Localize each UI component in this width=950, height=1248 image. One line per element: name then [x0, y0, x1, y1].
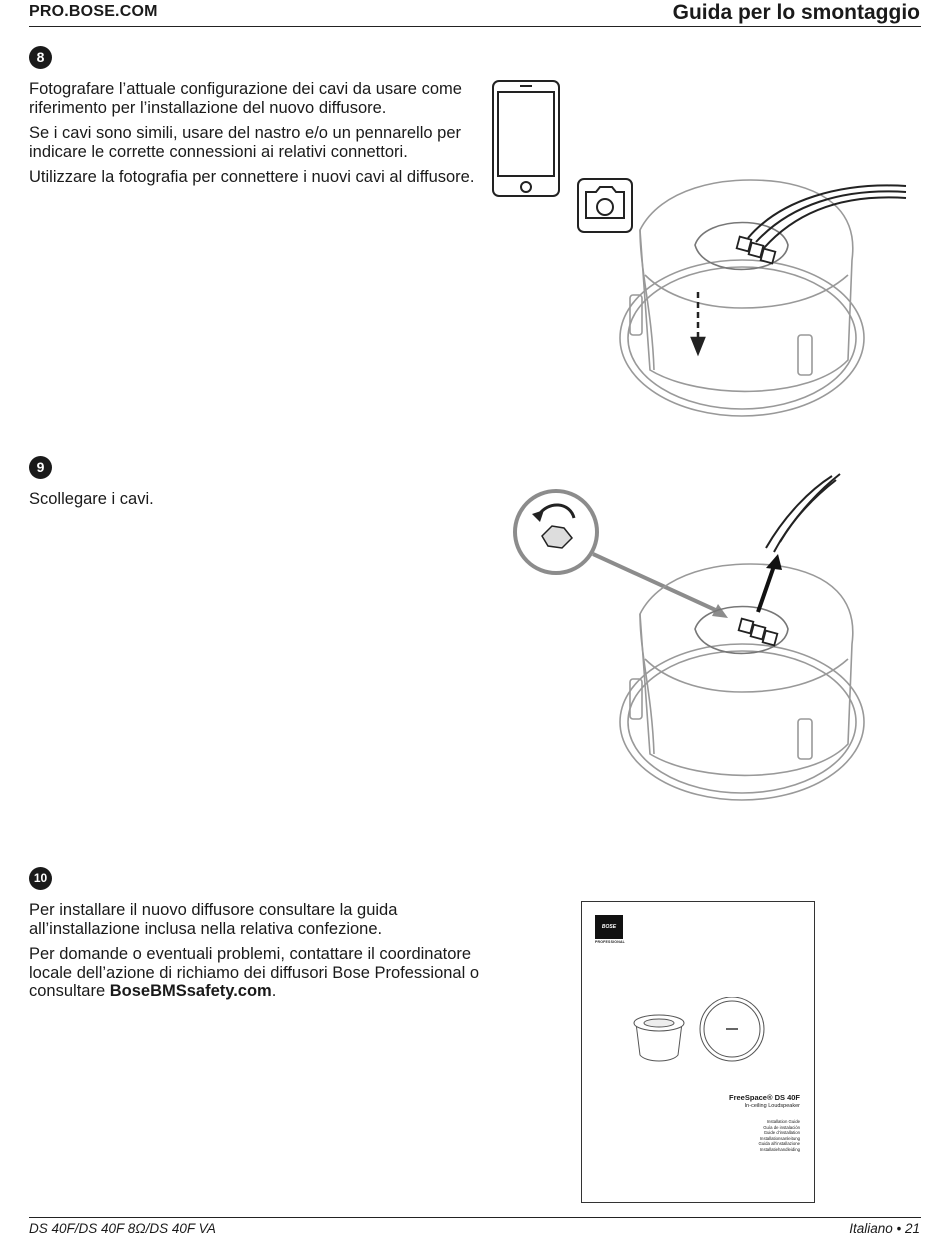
- guide-language: Installationsanleitung: [759, 1135, 800, 1141]
- guide-language: Guida all’installazione: [758, 1141, 800, 1147]
- safety-website-link[interactable]: BoseBMSsafety.com: [109, 982, 272, 1000]
- step-9-illustration: [500, 470, 920, 820]
- installation-guide-cover: [581, 901, 815, 1203]
- header-rule: [29, 26, 921, 27]
- product-name: FreeSpace® DS 40F: [729, 1093, 800, 1102]
- step-9-para-1: Scollegare i cavi.: [29, 490, 154, 508]
- guide-language: Installation Guide: [766, 1119, 800, 1124]
- footer-rule: [29, 1217, 921, 1218]
- smartphone-icon: [493, 81, 559, 196]
- footer-models: DS 40F/DS 40F 8Ω/DS 40F VA: [29, 1221, 216, 1236]
- speaker-wires: [748, 185, 906, 248]
- step-8-para-2: Se i cavi sono simili, usare del nastro e/o un pennarello per indicare le corrette connessioni ai relativi connettori.: [29, 124, 461, 161]
- speaker-illustration: [620, 564, 864, 800]
- step-9-text: [29, 490, 469, 516]
- up-arrow-icon: [758, 554, 782, 612]
- step-8-illustration: [480, 70, 920, 430]
- guide-language: Guide d’installation: [763, 1130, 800, 1136]
- product-subtitle: In-ceiling Loudspeaker: [744, 1103, 800, 1109]
- step-9-badge: 9: [29, 456, 52, 479]
- step-10-para-2: [29, 945, 489, 1001]
- step-10-badge: 10: [29, 867, 52, 890]
- guide-languages: [758, 1119, 800, 1153]
- speaker-wires: [766, 474, 840, 552]
- speaker-product-image: [632, 997, 772, 1069]
- step-8-para-3: Utilizzare la fotografia per connettere i nuovi cavi al diffusore.: [29, 168, 475, 186]
- guide-language: Guía de instalación: [763, 1124, 800, 1130]
- terminal-block: [739, 619, 778, 646]
- step-10-para-2-text: Per domande o eventuali problemi, contattare il coordinatore locale dell’azione di richiamo dei diffusori Bose Professional o consultare: [29, 945, 480, 1000]
- step-8-badge: 8: [29, 46, 52, 69]
- camera-icon: [578, 179, 632, 232]
- bose-logo: BOSE: [595, 915, 623, 939]
- link-suffix: .: [271, 982, 277, 1000]
- bose-logo-subtitle: PROFESSIONAL: [595, 940, 626, 944]
- step-10-text: [29, 901, 489, 1008]
- guide-language: Installatiehandleiding: [759, 1146, 800, 1152]
- step-8-text: [29, 80, 479, 194]
- step-10-para-1: Per installare il nuovo diffusore consultare la guida all’installazione inclusa nella relativa confezione.: [29, 901, 398, 938]
- site-url[interactable]: PRO.BOSE.COM: [29, 3, 158, 20]
- step-8-para-1: Fotografare l’attuale configurazione dei cavi da usare come riferimento per l’installazione del nuovo diffusore.: [29, 80, 462, 117]
- callout-arrow: [593, 554, 728, 618]
- page-title: Guida per lo smontaggio: [672, 1, 920, 24]
- speaker-illustration: [620, 180, 864, 416]
- page-number: Italiano • 21: [849, 1221, 920, 1236]
- disconnect-callout: [515, 491, 597, 573]
